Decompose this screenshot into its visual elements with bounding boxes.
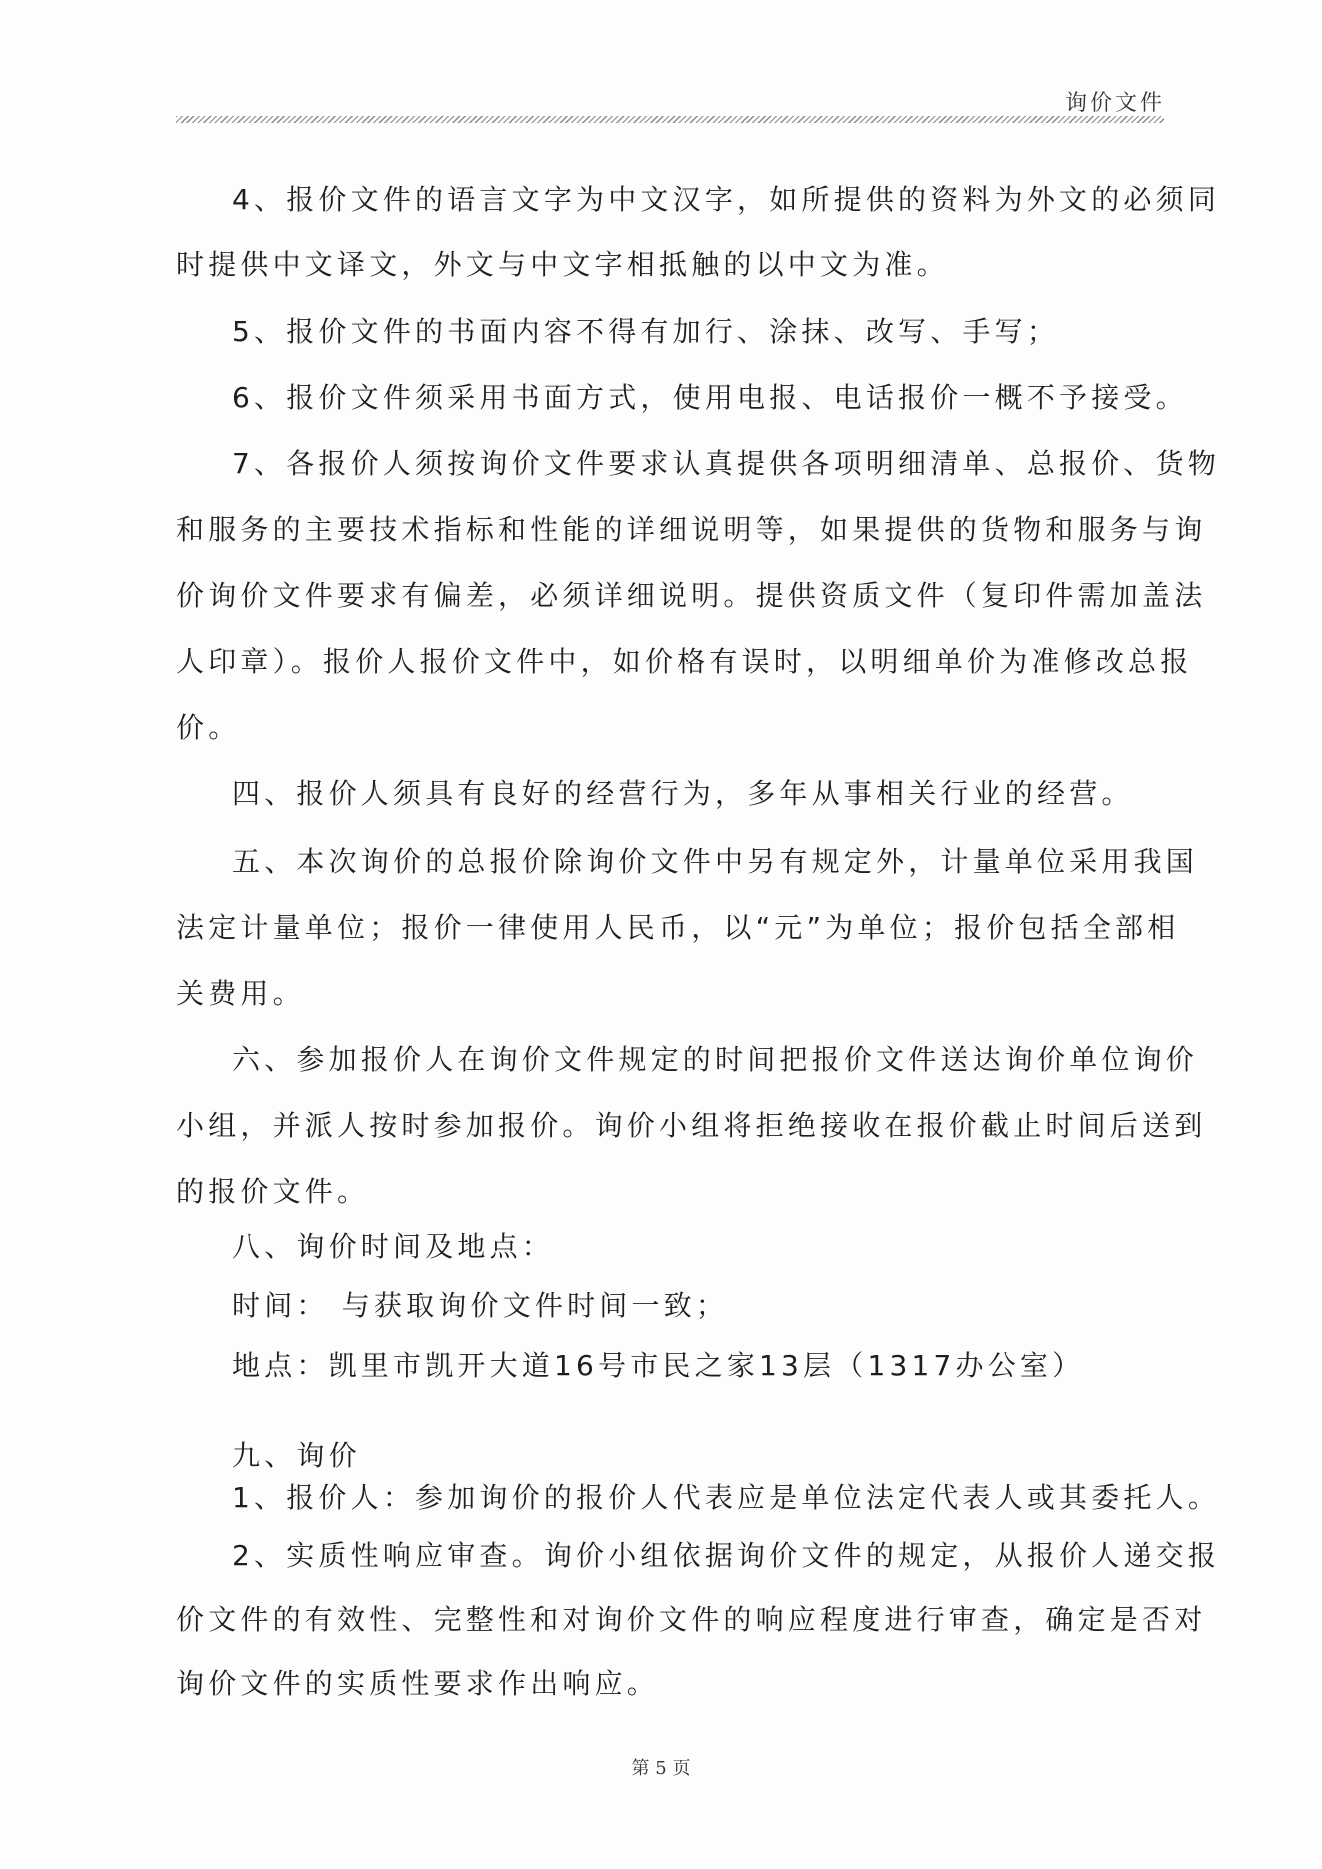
paragraph-line: 5、报价文件的书面内容不得有加行、涂抹、改写、手写； bbox=[232, 315, 1060, 348]
paragraph-line: 价文件的有效性、完整性和对询价文件的响应程度进行审查，确定是否对 bbox=[176, 1603, 1207, 1636]
paragraph-line: 1、报价人：参加询价的报价人代表应是单位法定代表人或其委托人。 bbox=[232, 1481, 1221, 1514]
paragraph-line: 关费用。 bbox=[176, 977, 305, 1010]
paragraph-line: 6、报价文件须采用书面方式，使用电报、电话报价一概不予接受。 bbox=[232, 381, 1188, 414]
paragraph-line: 4、报价文件的语言文字为中文汉字，如所提供的资料为外文的必须同 bbox=[232, 183, 1221, 216]
header-title: 询价文件 bbox=[1064, 91, 1165, 116]
header-divider bbox=[176, 116, 1164, 123]
paragraph-line: 四、报价人须具有良好的经营行为，多年从事相关行业的经营。 bbox=[232, 777, 1134, 810]
page-number: 第 5 页 bbox=[631, 1758, 691, 1779]
paragraph-line: 人印章）。报价人报价文件中，如价格有误时，以明细单价为准修改总报 bbox=[176, 645, 1193, 678]
paragraph-line: 时提供中文译文，外文与中文字相抵触的以中文为准。 bbox=[176, 248, 949, 281]
paragraph-line: 询价文件的实质性要求作出响应。 bbox=[176, 1667, 660, 1700]
paragraph-line: 价。 bbox=[176, 711, 241, 744]
paragraph-line: 六、参加报价人在询价文件规定的时间把报价文件送达询价单位询价 bbox=[232, 1043, 1199, 1076]
paragraph-line: 2、实质性响应审查。询价小组依据询价文件的规定，从报价人递交报 bbox=[232, 1539, 1221, 1572]
paragraph-line: 的报价文件。 bbox=[176, 1175, 370, 1208]
paragraph-line: 价询价文件要求有偏差，必须详细说明。提供资质文件（复印件需加盖法 bbox=[176, 579, 1207, 612]
paragraph-line: 小组，并派人按时参加报价。询价小组将拒绝接收在报价截止时间后送到 bbox=[176, 1109, 1207, 1142]
section-heading: 八、询价时间及地点： bbox=[232, 1230, 555, 1263]
paragraph-line: 五、本次询价的总报价除询价文件中另有规定外，计量单位采用我国 bbox=[232, 845, 1199, 878]
section-heading: 九、询价 bbox=[232, 1439, 361, 1472]
paragraph-line: 和服务的主要技术指标和性能的详细说明等，如果提供的货物和服务与询 bbox=[176, 513, 1207, 546]
paragraph-line: 时间： 与获取询价文件时间一致； bbox=[232, 1289, 729, 1322]
paragraph-line: 法定计量单位；报价一律使用人民币，以“元”为单位；报价包括全部相 bbox=[176, 911, 1180, 944]
paragraph-line: 地点：凯里市凯开大道16号市民之家13层（1317办公室） bbox=[232, 1349, 1085, 1382]
paragraph-line: 7、各报价人须按询价文件要求认真提供各项明细清单、总报价、货物 bbox=[232, 447, 1221, 480]
